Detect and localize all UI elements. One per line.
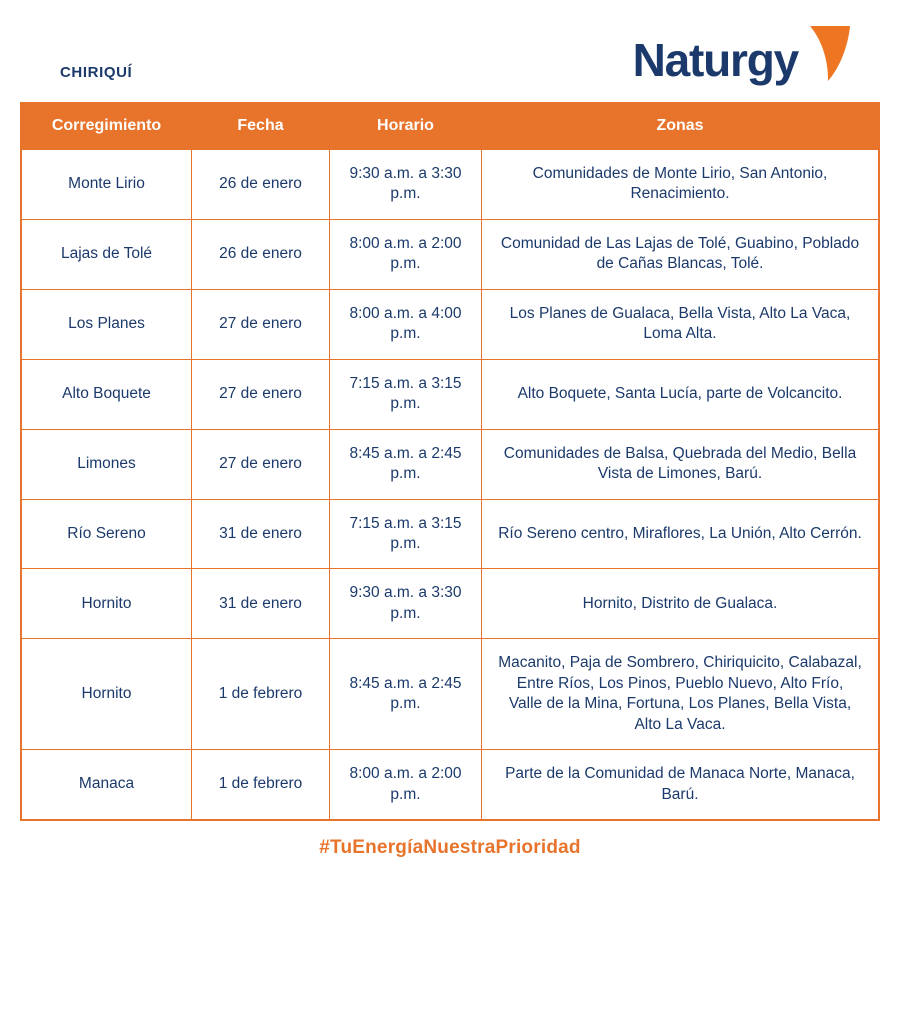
cell-horario: 8:45 a.m. a 2:45 p.m. xyxy=(330,429,482,499)
column-header-horario: Horario xyxy=(330,103,482,150)
footer-hashtag: #TuEnergíaNuestraPrioridad xyxy=(319,837,581,859)
table-row xyxy=(22,289,879,359)
cell-fecha: 27 de enero xyxy=(192,429,330,499)
column-header-corregimiento: Corregimiento xyxy=(22,103,192,150)
outage-table xyxy=(21,102,879,820)
cell-fecha: 31 de enero xyxy=(192,499,330,569)
outage-table-container xyxy=(20,102,880,821)
cell-corregimiento: Monte Lirio xyxy=(22,150,192,220)
cell-zonas: Hornito, Distrito de Gualaca. xyxy=(482,569,879,639)
cell-corregimiento: Hornito xyxy=(22,569,192,639)
cell-horario: 8:00 a.m. a 2:00 p.m. xyxy=(330,750,482,820)
cell-zonas: Comunidades de Balsa, Quebrada del Medio, Bella Vista de Limones, Barú. xyxy=(482,429,879,499)
cell-fecha: 1 de febrero xyxy=(192,750,330,820)
cell-horario: 7:15 a.m. a 3:15 p.m. xyxy=(330,499,482,569)
cell-fecha: 27 de enero xyxy=(192,289,330,359)
cell-zonas: Río Sereno centro, Miraflores, La Unión, Alto Cerrón. xyxy=(482,499,879,569)
cell-fecha: 31 de enero xyxy=(192,569,330,639)
table-header xyxy=(22,103,879,150)
cell-corregimiento: Los Planes xyxy=(22,289,192,359)
cell-horario: 9:30 a.m. a 3:30 p.m. xyxy=(330,150,482,220)
cell-fecha: 1 de febrero xyxy=(192,639,330,750)
brand-logo xyxy=(633,30,856,89)
cell-fecha: 27 de enero xyxy=(192,359,330,429)
page-header xyxy=(0,0,900,96)
cell-zonas: Parte de la Comunidad de Manaca Norte, Manaca, Barú. xyxy=(482,750,879,820)
cell-fecha: 26 de enero xyxy=(192,150,330,220)
cell-horario: 7:15 a.m. a 3:15 p.m. xyxy=(330,359,482,429)
cell-corregimiento: Manaca xyxy=(22,750,192,820)
cell-horario: 8:00 a.m. a 2:00 p.m. xyxy=(330,219,482,289)
cell-zonas: Comunidades de Monte Lirio, San Antonio, Renacimiento. xyxy=(482,150,879,220)
table-row xyxy=(22,639,879,750)
cell-zonas: Comunidad de Las Lajas de Tolé, Guabino, Poblado de Cañas Blancas, Tolé. xyxy=(482,219,879,289)
cell-corregimiento: Río Sereno xyxy=(22,499,192,569)
cell-horario: 9:30 a.m. a 3:30 p.m. xyxy=(330,569,482,639)
cell-fecha: 26 de enero xyxy=(192,219,330,289)
table-row xyxy=(22,750,879,820)
table-row xyxy=(22,569,879,639)
table-row xyxy=(22,359,879,429)
table-row xyxy=(22,219,879,289)
region-title: CHIRIQUÍ xyxy=(60,64,133,81)
brand-name: Naturgy xyxy=(632,33,798,86)
table-body xyxy=(22,150,879,820)
table-row xyxy=(22,150,879,220)
cell-corregimiento: Alto Boquete xyxy=(22,359,192,429)
cell-zonas: Macanito, Paja de Sombrero, Chiriquicito, Calabazal, Entre Ríos, Los Pinos, Pueblo Nuevo, Alto Frío, Valle de la Mina, Fortuna, Los Planes, Bella Vista, Alto La Vaca. xyxy=(482,639,879,750)
table-row xyxy=(22,429,879,499)
cell-zonas: Alto Boquete, Santa Lucía, parte de Volcancito. xyxy=(482,359,879,429)
naturgy-flame-icon xyxy=(804,24,856,89)
cell-corregimiento: Hornito xyxy=(22,639,192,750)
column-header-fecha: Fecha xyxy=(192,103,330,150)
cell-zonas: Los Planes de Gualaca, Bella Vista, Alto La Vaca, Loma Alta. xyxy=(482,289,879,359)
cell-corregimiento: Limones xyxy=(22,429,192,499)
cell-corregimiento: Lajas de Tolé xyxy=(22,219,192,289)
cell-horario: 8:00 a.m. a 4:00 p.m. xyxy=(330,289,482,359)
table-header-row xyxy=(22,103,879,150)
column-header-zonas: Zonas xyxy=(482,103,879,150)
table-row xyxy=(22,499,879,569)
cell-horario: 8:45 a.m. a 2:45 p.m. xyxy=(330,639,482,750)
